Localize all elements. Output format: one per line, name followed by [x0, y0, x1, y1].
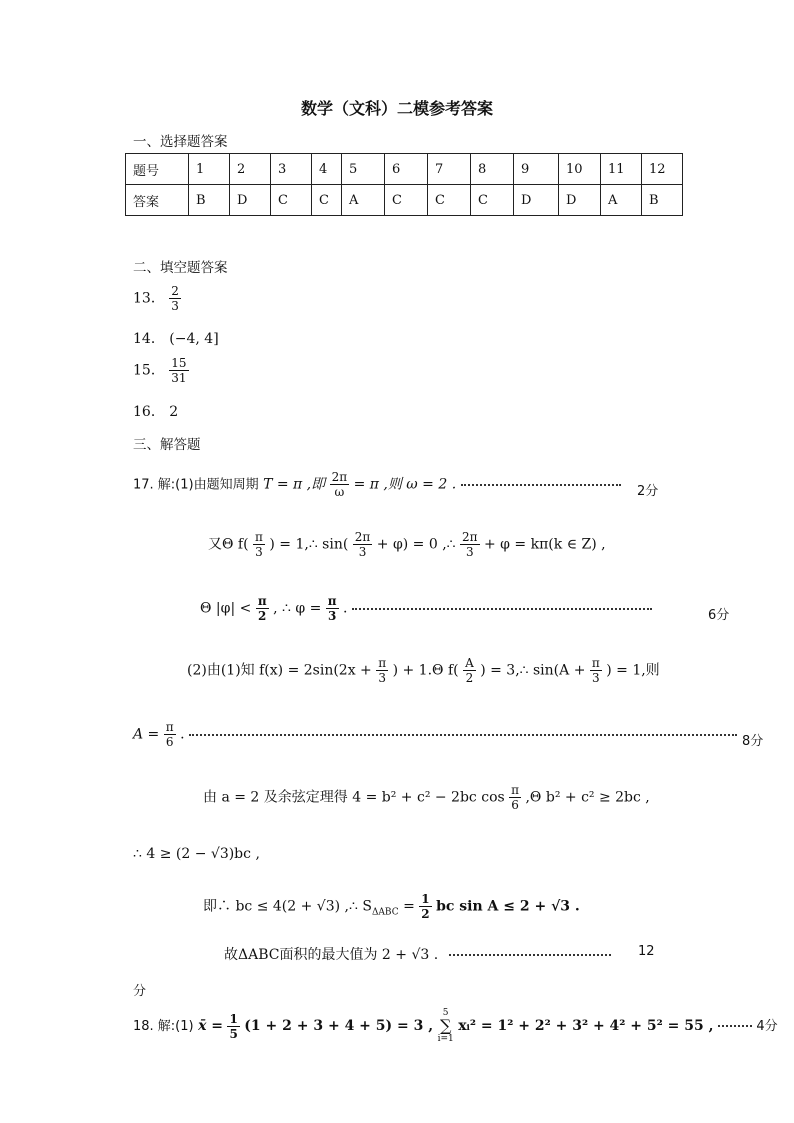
numerator: 2 — [171, 284, 179, 298]
row-label-question: 题号 — [126, 154, 189, 185]
q17-line-4 — [187, 656, 660, 685]
denominator: 3 — [358, 545, 367, 559]
question-cell: 9 — [514, 154, 559, 185]
fraction — [460, 530, 480, 559]
q17-line-5 — [133, 720, 737, 749]
fill-answer-15 — [133, 356, 189, 385]
score-mark: 6分 — [708, 608, 730, 623]
denominator: 3 — [327, 609, 337, 623]
fraction — [353, 530, 373, 559]
question-label: 14． — [133, 331, 165, 347]
sum-upper-limit: 5 — [442, 1008, 449, 1018]
numerator: 1 — [229, 1011, 238, 1026]
q17-line-9 — [224, 944, 611, 964]
fraction — [590, 656, 602, 685]
math-text: . — [343, 600, 348, 617]
math-text: 即∴ bc ≤ 4(2 + √3) ,∴ S — [203, 898, 372, 915]
section-choice-heading: 一、选择题答案 — [133, 134, 228, 150]
answer-value: (−4, 4] — [169, 331, 219, 347]
denominator: 2 — [258, 609, 267, 623]
math-text: T = π ,即 — [263, 476, 326, 493]
question-cell: 10 — [559, 154, 601, 185]
math-text: x̄ = — [198, 1018, 224, 1034]
math-text: ) = 1,则 — [606, 662, 660, 679]
page-title: 数学（文科）二模参考答案 — [300, 99, 493, 118]
answer-row — [126, 185, 683, 216]
q17-line-1 — [133, 470, 621, 499]
numerator: 2π — [354, 530, 371, 544]
answer-cell: C — [312, 185, 342, 216]
denominator: 6 — [511, 798, 519, 812]
score-mark: 8分 — [742, 734, 764, 749]
fraction — [419, 892, 431, 921]
math-text: (2)由(1)知 f(x) = 2sin(2x + — [187, 662, 372, 679]
row-label-answer: 答案 — [126, 185, 189, 216]
numerator: 2π — [331, 470, 348, 484]
question-cell: 6 — [385, 154, 428, 185]
q17-line-3 — [200, 594, 652, 623]
section-solution-heading: 三、解答题 — [133, 437, 201, 453]
q17-line-8 — [203, 892, 580, 921]
numerator: 1 — [421, 892, 430, 906]
question-cell: 7 — [428, 154, 471, 185]
math-text: 又Θ f( — [208, 536, 249, 553]
answer-cell: D — [559, 185, 601, 216]
denominator: 3 — [378, 671, 386, 685]
question-cell: 3 — [271, 154, 312, 185]
answer-value: 2 — [169, 404, 179, 420]
choice-answer-table — [125, 153, 683, 216]
answer-cell: A — [342, 185, 385, 216]
question-number-row — [126, 154, 683, 185]
denominator: 3 — [592, 671, 600, 685]
fraction — [169, 284, 181, 313]
math-text: . — [180, 726, 185, 743]
answer-cell: C — [385, 185, 428, 216]
answer-cell: A — [601, 185, 642, 216]
fraction — [169, 356, 188, 385]
q17-line-7: ∴ 4 ≥ (2 − √3)bc , — [133, 846, 260, 862]
fill-answer-14 — [133, 328, 219, 348]
subscript: ΔABC — [371, 907, 399, 918]
fraction — [463, 656, 476, 685]
denominator: 3 — [255, 545, 263, 559]
sum-symbol: ∑ — [439, 1016, 452, 1035]
fraction — [164, 720, 176, 749]
question-cell: 8 — [471, 154, 514, 185]
q17-intro-text: 17. 解:(1)由题知周期 — [133, 477, 259, 493]
score-unit: 分 — [133, 984, 147, 999]
score-mark: 2分 — [637, 484, 659, 499]
math-text: ,Θ b² + c² ≥ 2bc , — [525, 789, 650, 806]
leader-dots — [352, 608, 652, 610]
question-label: 15． — [133, 362, 165, 379]
leader-dots — [718, 1025, 752, 1027]
numerator: 15 — [171, 356, 187, 370]
question-cell: 2 — [230, 154, 271, 185]
question-cell: 11 — [601, 154, 642, 185]
leader-dots — [449, 954, 611, 956]
numerator: π — [511, 783, 520, 797]
q18-line-1 — [133, 1008, 778, 1044]
numerator: π — [591, 656, 600, 670]
math-text: ) = 3,∴ sin(A + — [480, 662, 586, 679]
q17-line-2 — [208, 530, 606, 559]
fraction — [256, 594, 269, 623]
sum-lower-limit: i=1 — [437, 1034, 454, 1044]
answer-cell: B — [642, 185, 683, 216]
answer-cell: D — [514, 185, 559, 216]
math-text: bc sin A ≤ 2 + √3 . — [436, 898, 580, 915]
answer-cell: B — [189, 185, 230, 216]
fraction — [330, 470, 350, 499]
numerator: π — [257, 594, 267, 608]
math-text: ) + 1.Θ f( — [392, 662, 459, 679]
math-text: ) = 1,∴ sin( — [269, 536, 349, 553]
math-text: + φ = kπ(k ∈ Z) , — [484, 536, 606, 553]
denominator: 2 — [465, 671, 474, 685]
score-mark: 12 — [638, 944, 655, 959]
numerator: A — [465, 656, 474, 670]
math-text: (1 + 2 + 3 + 4 + 5) = 3 , — [244, 1018, 434, 1034]
answer-cell: D — [230, 185, 271, 216]
q18-intro-text: 18. 解:(1) — [133, 1019, 194, 1034]
math-text: Θ |φ| < — [200, 600, 252, 617]
fraction — [376, 656, 388, 685]
numerator: π — [378, 656, 387, 670]
numerator: π — [165, 720, 174, 734]
leader-dots — [189, 734, 737, 736]
math-text: , ∴ φ = — [273, 600, 322, 617]
denominator: 5 — [229, 1026, 238, 1041]
denominator: 31 — [171, 371, 187, 385]
math-text: = — [403, 898, 415, 915]
numerator: 2π — [462, 530, 478, 544]
numerator: π — [255, 530, 263, 544]
math-text: 由 a = 2 及余弦定理得 4 = b² + c² − 2bc cos — [203, 789, 505, 806]
section-fill-heading: 二、填空题答案 — [133, 260, 228, 276]
question-cell: 1 — [189, 154, 230, 185]
fraction — [253, 530, 265, 559]
math-text: xᵢ² = 1² + 2² + 3² + 4² + 5² = 55 , — [458, 1018, 714, 1034]
math-text: + φ) = 0 ,∴ — [376, 536, 456, 553]
math-text: 故ΔABC面积的最大值为 2 + √3 . — [224, 947, 439, 963]
answer-cell: C — [428, 185, 471, 216]
denominator: 3 — [465, 545, 474, 559]
math-text: = π ,则 ω = 2 . — [353, 476, 457, 493]
question-cell: 12 — [642, 154, 683, 185]
answer-cell: C — [471, 185, 514, 216]
fraction — [227, 1012, 239, 1041]
summation — [438, 1008, 454, 1044]
question-cell: 5 — [342, 154, 385, 185]
fraction — [326, 594, 339, 623]
fill-answer-13 — [133, 284, 181, 313]
fraction — [509, 783, 521, 812]
denominator: ω — [334, 485, 345, 499]
fill-answer-16 — [133, 401, 178, 421]
denominator: 2 — [421, 907, 430, 921]
math-text: A = — [133, 726, 160, 743]
numerator: π — [327, 594, 337, 608]
answer-cell: C — [271, 185, 312, 216]
question-label: 16． — [133, 404, 165, 420]
denominator: 6 — [165, 735, 174, 749]
q17-line-6 — [203, 783, 650, 812]
question-label: 13． — [133, 290, 165, 307]
leader-dots — [461, 484, 621, 486]
question-cell: 4 — [312, 154, 342, 185]
denominator: 3 — [171, 299, 179, 313]
score-mark: 4分 — [756, 1019, 778, 1034]
